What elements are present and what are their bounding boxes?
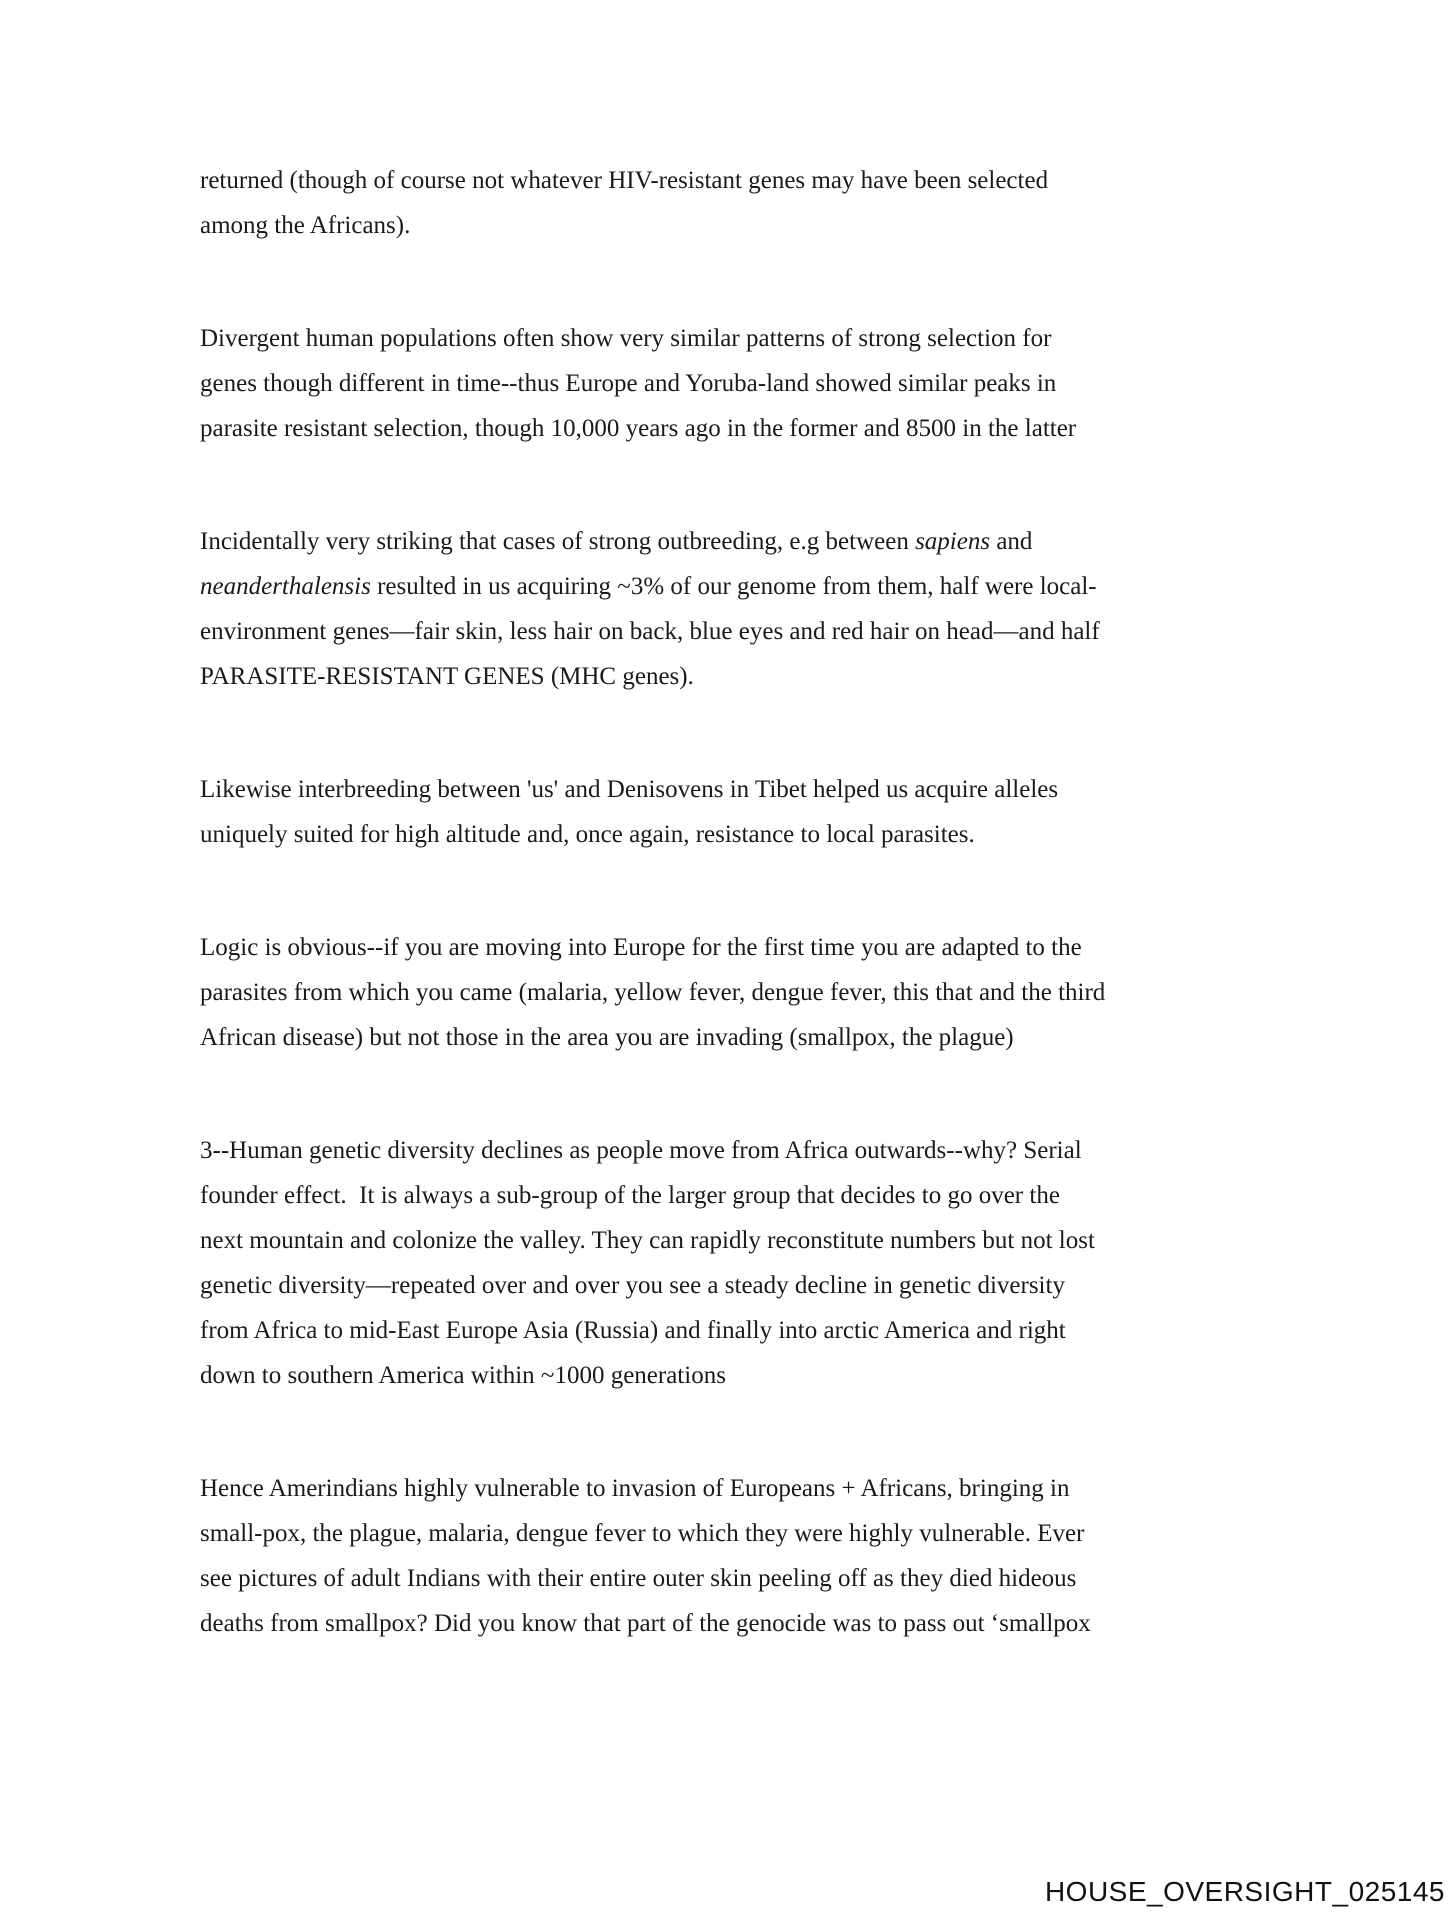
- text-line: [200, 1263, 1300, 1308]
- text-line: [200, 1466, 1300, 1511]
- text-line: [200, 1173, 1300, 1218]
- italic-species-text: neanderthalensis: [200, 573, 371, 600]
- text-line: [200, 361, 1300, 406]
- text-segment: next mountain and colonize the valley. They can rapidly reconstitute numbers but not lost: [200, 1227, 1095, 1254]
- text-line: [200, 609, 1300, 654]
- text-segment: Divergent human populations often show very similar patterns of strong selection for: [200, 325, 1052, 352]
- paragraph-1: [200, 158, 1300, 248]
- text-line: [200, 1218, 1300, 1263]
- paragraph-5: [200, 925, 1300, 1060]
- text-line: [200, 767, 1300, 812]
- text-line: [200, 564, 1300, 609]
- text-segment: see pictures of adult Indians with their entire outer skin peeling off as they died hideous: [200, 1565, 1077, 1592]
- document-body: [200, 158, 1300, 1714]
- text-segment: parasite resistant selection, though 10,000 years ago in the former and 8500 in the latter: [200, 415, 1077, 442]
- text-line: [200, 1128, 1300, 1173]
- text-line: [200, 970, 1300, 1015]
- text-segment: genetic diversity—repeated over and over you see a steady decline in genetic diversity: [200, 1272, 1065, 1299]
- italic-species-text: sapiens: [915, 528, 991, 555]
- text-segment: PARASITE-RESISTANT GENES (MHC genes).: [200, 663, 694, 690]
- text-segment: Hence Amerindians highly vulnerable to invasion of Europeans + Africans, bringing in: [200, 1475, 1070, 1502]
- paragraph-7: [200, 1466, 1300, 1646]
- text-segment: environment genes—fair skin, less hair on back, blue eyes and red hair on head—and half: [200, 618, 1100, 645]
- text-segment: parasites from which you came (malaria, yellow fever, dengue fever, this that and the third: [200, 979, 1106, 1006]
- text-line: [200, 1308, 1300, 1353]
- text-line: [200, 1353, 1300, 1398]
- text-line: [200, 812, 1300, 857]
- text-segment: and: [990, 528, 1033, 555]
- text-segment: 3--Human genetic diversity declines as people move from Africa outwards--why? Serial: [200, 1137, 1082, 1164]
- text-line: [200, 654, 1300, 699]
- text-segment: small-pox, the plague, malaria, dengue fever to which they were highly vulnerable. Ever: [200, 1520, 1085, 1547]
- text-segment: uniquely suited for high altitude and, once again, resistance to local parasites.: [200, 821, 975, 848]
- text-segment: founder effect. It is always a sub-group of the larger group that decides to go over the: [200, 1182, 1060, 1209]
- text-line: [200, 519, 1300, 564]
- text-line: [200, 316, 1300, 361]
- text-segment: resulted in us acquiring ~3% of our genome from them, half were local-: [370, 573, 1097, 600]
- text-line: [200, 1601, 1300, 1646]
- text-segment: among the Africans).: [200, 212, 411, 239]
- text-segment: Likewise interbreeding between 'us' and Denisovens in Tibet helped us acquire alleles: [200, 776, 1059, 803]
- text-line: [200, 1015, 1300, 1060]
- text-segment: returned (though of course not whatever HIV-resistant genes may have been selected: [200, 167, 1049, 194]
- text-line: [200, 203, 1300, 248]
- text-segment: deaths from smallpox? Did you know that part of the genocide was to pass out ‘smallpox: [200, 1610, 1091, 1637]
- text-segment: down to southern America within ~1000 generations: [200, 1362, 726, 1389]
- text-segment: Logic is obvious--if you are moving into Europe for the first time you are adapted to the: [200, 934, 1082, 961]
- text-line: [200, 406, 1300, 451]
- paragraph-3: [200, 519, 1300, 699]
- text-line: [200, 925, 1300, 970]
- text-line: [200, 1511, 1300, 1556]
- text-line: [200, 158, 1300, 203]
- text-segment: African disease) but not those in the area you are invading (smallpox, the plague): [200, 1024, 1014, 1051]
- text-segment: Incidentally very striking that cases of strong outbreeding, e.g between: [200, 528, 916, 555]
- text-line: [200, 1556, 1300, 1601]
- text-segment: genes though different in time--thus Europe and Yoruba-land showed similar peaks in: [200, 370, 1057, 397]
- paragraph-6: [200, 1128, 1300, 1398]
- paragraph-4: [200, 767, 1300, 857]
- bates-number: HOUSE_OVERSIGHT_025145: [1044, 1876, 1445, 1907]
- paragraph-2: [200, 316, 1300, 451]
- text-segment: from Africa to mid-East Europe Asia (Russia) and finally into arctic America and right: [200, 1317, 1066, 1344]
